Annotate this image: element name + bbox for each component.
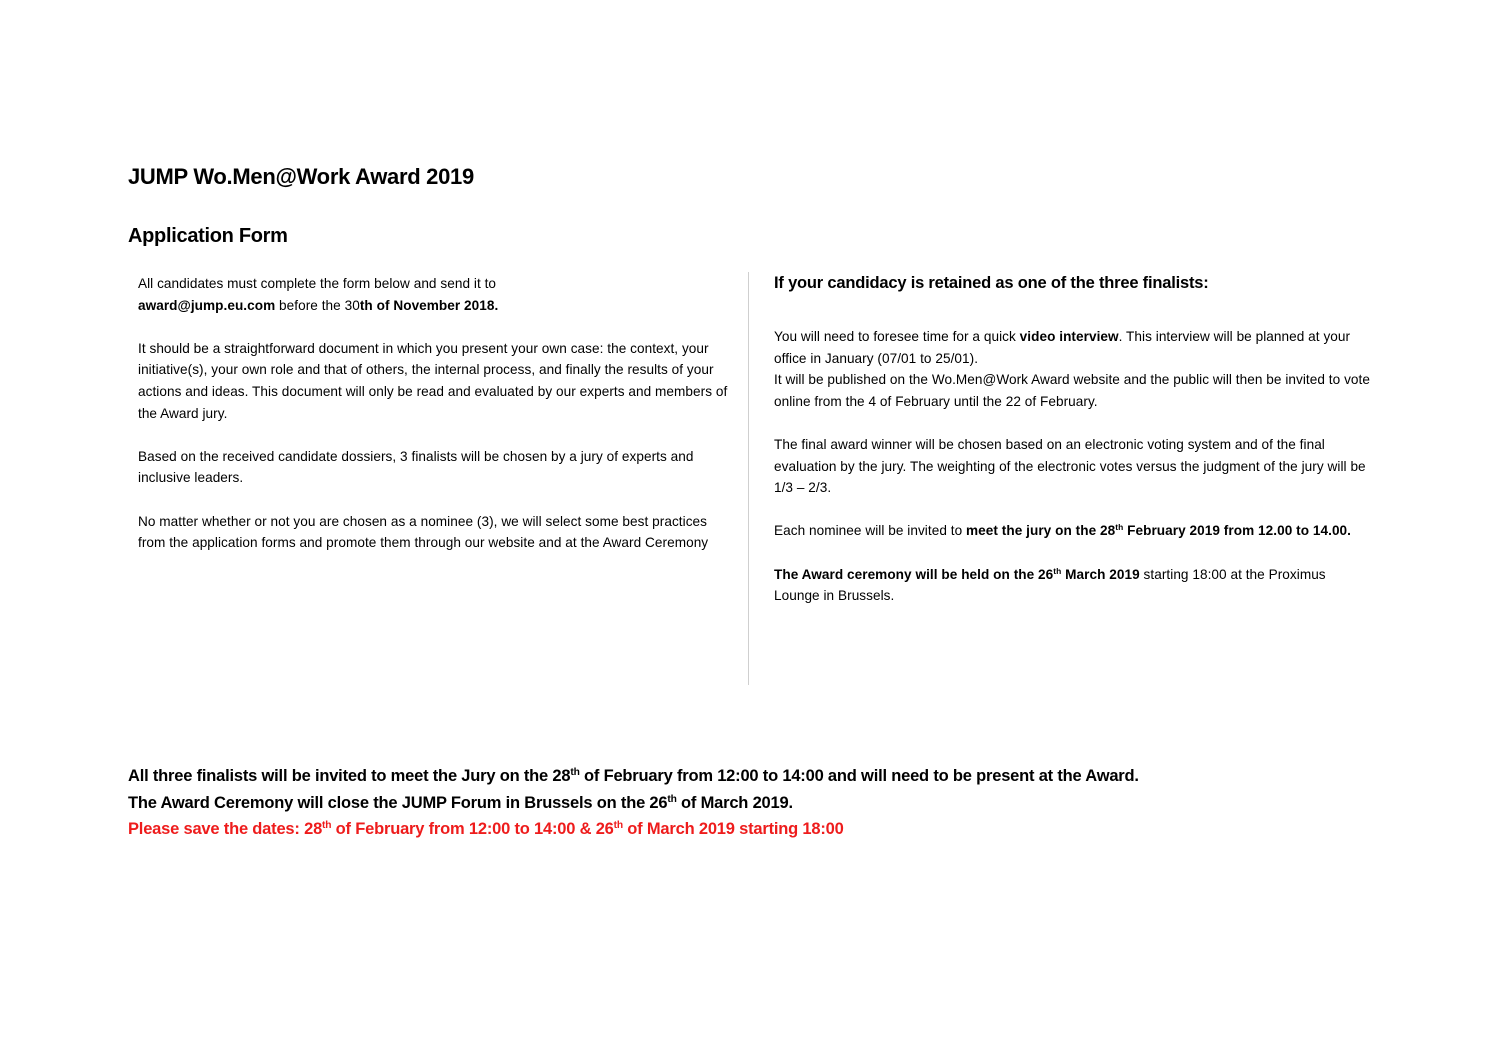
left-paragraph-3: Based on the received candidate dossiers, 3 finalists will be chosen by a jury of experts and inclusive leaders. bbox=[138, 448, 694, 486]
left-paragraph-1: All candidates must complete the form below and send it to award@jump.eu.com before the 30th of November 2018. bbox=[138, 276, 499, 313]
bottom-notice bbox=[128, 763, 1139, 843]
left-paragraph-2: It should be a straightforward document in which you present your own case: the context, your initiative(s), your own role and that of others, the internal process, and finally the results of your actions and ideas. This document will only be read and evaluated by our experts and members of the Award jury. bbox=[138, 340, 728, 421]
email-link[interactable]: award@jump.eu.com bbox=[138, 297, 276, 313]
right-heading: If your candidacy is retained as one of the three finalists: bbox=[774, 274, 1209, 292]
left-column bbox=[138, 273, 728, 575]
page-title: JUMP Wo.Men@Work Award 2019 bbox=[128, 164, 474, 189]
bottom-line-1: All three finalists will be invited to meet the Jury on the 28th of February from 12:00 to 14:00 and will need to be present at the Award. bbox=[128, 766, 1139, 785]
right-column bbox=[774, 326, 1374, 628]
left-paragraph-4: No matter whether or not you are chosen as a nominee (3), we will select some best practices from the application forms and promote them through our website and at the Award Ceremony bbox=[138, 513, 709, 551]
right-paragraph-4: The Award ceremony will be held on the 26th March 2019 starting 18:00 at the Proximus Lounge in Brussels. bbox=[774, 565, 1326, 604]
right-paragraph-1: You will need to foresee time for a quick video interview. This interview will be planned at your office in January (07/01 to 25/01). It will be published on the Wo.Men@Work Award website and the public will then be invited to vote online from the 4 of February until the 22 of February. bbox=[774, 329, 1370, 409]
bottom-line-2: The Award Ceremony will close the JUMP Forum in Brussels on the 26th of March 2019. bbox=[128, 793, 793, 812]
page-subtitle: Application Form bbox=[128, 225, 288, 247]
right-paragraph-3: Each nominee will be invited to meet the jury on the 28th February 2019 from 12.00 to 14.00. bbox=[774, 522, 1351, 539]
right-paragraph-2: The final award winner will be chosen based on an electronic voting system and of the final evaluation by the jury. The weighting of the electronic votes versus the judgment of the jury will be 1/3 – 2/3. bbox=[774, 436, 1366, 496]
save-the-dates-line: Please save the dates: 28th of February from 12:00 to 14:00 & 26th of March 2019 starting 18:00 bbox=[128, 819, 844, 838]
column-divider bbox=[748, 272, 749, 685]
